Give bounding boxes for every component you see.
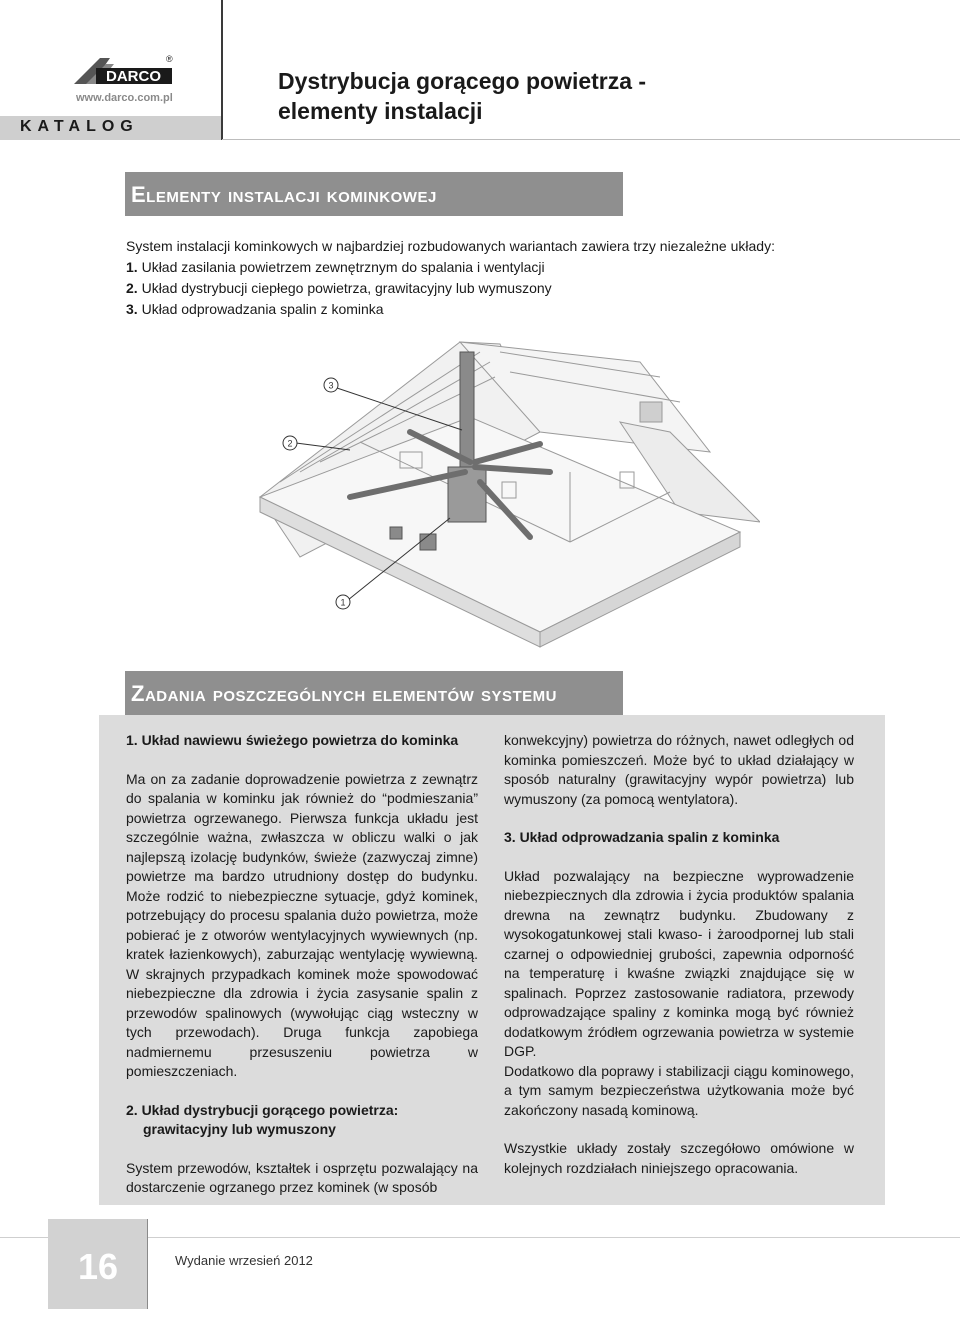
subsection-heading-2: 2. Układ dystrybucji gorącego powietrza: grawitacyjny lub wymuszony bbox=[126, 1101, 399, 1137]
page-number: 16 bbox=[78, 1246, 119, 1287]
footer-divider bbox=[147, 1219, 148, 1309]
paragraph: Ma on za zadanie doprowadzenie powietrza z zewnątrz do spalania w kominku jak również do “podmieszania” powietrza ogrzewanego. Pierwsza funkcja układu jest szczególnie ważna, zwłaszcza w obliczu walki o jak najlepszą izolację budynków, świeże (zazwyczaj zimne) powietrze ma bardzo utrudniony dostęp do budynku. Może rodzić to niebezpieczne sytuacje, gdyż kominek, potrzebujący do procesu spalania dużo powietrza, może pobierać je z otworów wentylacyjnych wywiewnych (np. kratek łazienkowych), zaburzając wentylację wywiewną. W skrajnych przypadkach kominek może spowodować niebezpieczne dla zdrowia i życia zasysanie spalin z przewodów spalinowych (wywołując ciąg wsteczny w tych przewodach). Druga funkcja zapobiega nadmiernemu przesuszeniu powietrza w pomieszczeniach. bbox=[126, 770, 478, 1079]
section-heading-elements: Elementy instalacji kominkowej bbox=[131, 182, 437, 207]
paragraph: System przewodów, kształtek i osprzętu pozwalający na dostarczenie ogrzanego przez kominek (w sposób bbox=[126, 1159, 478, 1195]
paragraph: konwekcyjny) powietrza do różnych, nawet odległych od kominka pomieszczeń. Może być to układ działający w sposób naturalny (grawitacyjny wypór powietrza) lub wymuszony (za pomocą wentylatora). bbox=[504, 732, 854, 807]
section-banner-elements bbox=[125, 172, 623, 216]
section-heading-tasks: Zadania poszczególnych elementów systemu bbox=[131, 681, 557, 706]
logo-registered-mark: ® bbox=[166, 54, 173, 64]
subsection-heading-3: 3. Układ odprowadzania spalin z kominka bbox=[504, 829, 780, 845]
right-column bbox=[504, 731, 854, 1178]
header-rule bbox=[222, 139, 960, 140]
callout-label-2: 2 bbox=[287, 438, 293, 449]
page-title bbox=[278, 66, 646, 126]
callout-label-3: 3 bbox=[328, 380, 334, 391]
section-banner-tasks bbox=[125, 671, 623, 715]
house-installation-illustration bbox=[240, 322, 760, 652]
paragraph: Układ pozwalający na bezpieczne wyprowadzenie niebezpiecznych dla zdrowia i życia produktów spalania drewna na zewnątrz budynku. Zbudowany z wysokogatunkowej stali kwaso- i żaroodpornej lub stali czarnej o odpowiedniej grubości, zapewnia odporność na temperaturę i kwaśne związki znajdujące się w spalinach. Poprzez zastosowanie radiatora, przewody odprowadzające spaliny z kominka mogą być również dodatkowym źródłem ogrzewania powietrza w systemie DGP. bbox=[504, 867, 854, 1059]
subsection-heading-1: 1. Układ nawiewu świeżego powietrza do kominka bbox=[126, 732, 459, 748]
logo-text: DARCO bbox=[106, 68, 161, 85]
page-title-line2: elementy instalacji bbox=[278, 98, 483, 124]
header-divider bbox=[221, 0, 223, 140]
website-url[interactable]: www.darco.com.pl bbox=[76, 92, 173, 104]
left-column bbox=[126, 731, 478, 1198]
intro-paragraph: System instalacji kominkowych w najbardziej rozbudowanych wariantach zawiera trzy niezależne układy: bbox=[126, 238, 775, 254]
paragraph: Dodatkowo dla poprawy i stabilizacji ciągu kominowego, a tym samym bezpieczeństwa użytkowania może być zakończony nasadą kominową. bbox=[504, 1062, 854, 1118]
intro-text bbox=[126, 236, 846, 320]
katalog-label: KATALOG bbox=[20, 118, 139, 135]
list-item: 1. Układ zasilania powietrzem zewnętrznym do spalania i wentylacji bbox=[126, 259, 545, 275]
paragraph: Wszystkie układy zostały szczegółowo omówione w kolejnych rozdziałach niniejszego opracowania. bbox=[504, 1140, 854, 1176]
page-title-line1: Dystrybucja gorącego powietrza - bbox=[278, 68, 647, 94]
callout-label-1: 1 bbox=[340, 597, 346, 608]
list-item: 3. Układ odprowadzania spalin z kominka bbox=[126, 301, 384, 317]
list-item: 2. Układ dystrybucji ciepłego powietrza, grawitacyjny lub wymuszony bbox=[126, 280, 552, 296]
edition-text: Wydanie wrzesień 2012 bbox=[175, 1253, 313, 1268]
